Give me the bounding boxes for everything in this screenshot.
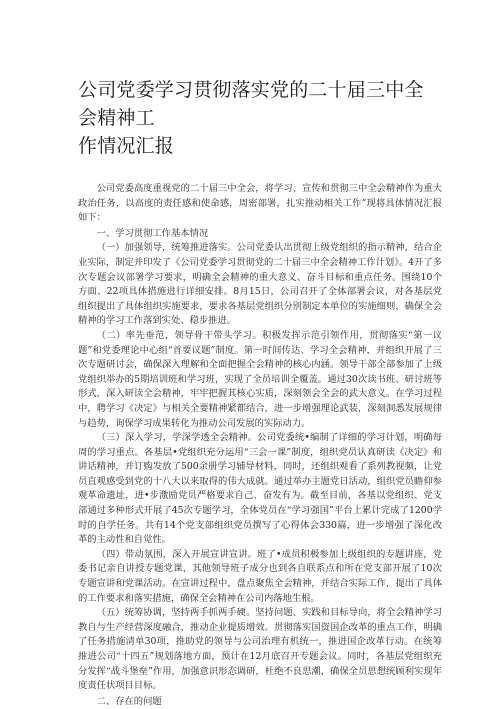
section1-paragraph-3: （三）深入学习，学深学透全会精神。公司党委统•编制了详细的学习计划，明确每周的学习重点。各基层•党组织充分运用“三会一课”制度，组织党员认真研读《决定》和讲话精神，并订购发放了500余册学习辅导材料，同时，还组织观看了系列教视频，让党员直观感受到党的十八大以来取得的伟大成就。通过举办主题党日活动，组织党员瞻仰参观革命遗址，进•步激励党员严格要求自己、奋发有为。截至目前，各基以党组织、党支部通过多种形式开展了45次专题学习，全体党员在“学习强国”平台上累计完成了1200学时的自学任务。共有14个党支部组织党员撰写了心得体会330篇，进一步增强了深化改革的主动性和自觉性。 — [78, 432, 442, 546]
document-body — [78, 182, 442, 709]
section1-paragraph-4: （四）带动氛围，深入开展宣讲宣讲。班了•成员积极参加上级组织的专题讲座，党委书记亲自讲授专题党课，其他领导班子成分也到各自联系点和所在党支部开展了10次专题宣讲和党课活动。在宣讲过程中，盘点聚焦全会精神，并结合实际工作，提出了具体的工作要求和落实措施，确保全会精神在公司内落地生根。 — [78, 548, 442, 604]
section1-paragraph-5: （五）统筹协调，坚持两手抓两手硬。坚持问题、实践和目标导向，将全会精神学习教自与生产经营深度融合，推动企业提质增效。贯彻落实国资国企改革的重点工作，明确了任务措施清单30项，推助党的领导与公司治理有机统一，推进国企改革行动。在统筹推进公司“十四五”规划落地方面，预计在12月底召开专题会议。同时，各基层党组织充分发挥“战斗堡垒”作用，加强意识形态调研，杜绝不良思潮，确保全员思想统顾利实现年度责任状项目目标。 — [78, 607, 442, 692]
section1-paragraph-1: （一）加强领导，统筹推进落实。公司党委认出贯彻上级党组织的指示精神，结合企业实际，制定并印发了《公司党委学习贯彻党的二十届三中全会精神工作计划》。4开了多次专题会议部署学习要求，明确全会精神的重大意义、奋斗目标和重点任务。围绕10个方面、22项具体措施进行详细安排。8月15日，公司召开了全体部署会议，对各基层党组织提出了具体组织实施要求，要求各基层党组织分别制定本单位的实施细则，确保全会精神的学习工作落到实处、稳步推进。 — [78, 242, 442, 327]
section-heading-2: 二、存在的问题 — [96, 695, 162, 707]
document-title — [78, 76, 442, 160]
intro-paragraph: 公司党委高度重视党的二十届三中全会，将学习、宣传和贯彻三中全会精神作为重大政治任务，以高度的责任感和使命感，周密部署，扎实推动相关工作”现将具体情况汇报如下： — [78, 183, 442, 224]
section1-paragraph-2: （二）率先垂范，领导骨干带头学习。积极发挥示范引领作用，贯彻落实“第一议题”和党委理论中心组“首要议题”制度。第一时间传达、学习全会精神，并组织开展了三次专题研讨会，确保深入理解和全面把握全会精神的核心内涵。领导干部全部参加了上级党组织举办的5期培训班和学习班，实现了全员培训全覆盖。通过30次读书班、研讨班等形式，深入研读全会精神，牢牢把握其核心实质，深刻领会全会的武大意义。在学习过程中，聘学习《决定》与相关全要精神紧都结合，进一步增强理论武装，深刻洞悉发展规律与趋势，询保学习成果转化为推动公司发展的实际动力。 — [78, 329, 442, 429]
section-heading-1: 一、学习贯彻工作基本情况 — [96, 227, 209, 239]
title-line: 公司党委学习贯彻落实党的二十届三中全会精神工 — [78, 79, 424, 129]
title-line: 作情况汇报 — [78, 135, 175, 157]
